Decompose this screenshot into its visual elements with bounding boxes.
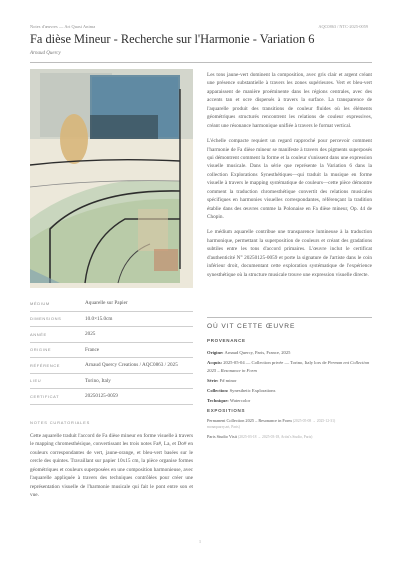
metadata-value: France	[85, 346, 100, 353]
acquired-label: Acquis:	[207, 359, 223, 365]
metadata-row	[30, 374, 193, 390]
notes-label: NOTES CURATORIALES	[30, 420, 91, 425]
metadata-row	[30, 343, 193, 359]
metadata-row	[30, 327, 193, 343]
exhibition-title: Paris Studio Visit	[207, 434, 237, 439]
metadata-value: 20250125-0059	[85, 393, 118, 399]
acquired-value: 2025-05-04 — Collection privée — Torino, Italy lors de	[223, 359, 327, 365]
description-paragraph: L'échelle compacte requiert un regard rapproché pour percevoir comment l'harmonie de Fa dièse mineur se manifeste à travers des pigments superposés qui démontrent comment la forme et la couleur s'unissent dans une expression visuelle musicale. Dans la série que représente la Variation 6 dans la collection Explorations Synesthétiques—qui traduit la musique en forme visuelle à travers le mapping systématique de couleurs—cette pièce démontre comment la traduction chromesthétique convertit des relations musicales spécifiques en harmonies visuelles correspondantes, référençant la tradition établie dans des œuvres comme la Polonaise en Fa dièse mineur, Op. 44 de Chopin.	[207, 138, 372, 220]
origin-label: Origine:	[207, 350, 224, 355]
provenance-acquired	[207, 359, 372, 374]
collection-value: Synesthetic Explorations	[229, 387, 276, 393]
provenance-collection	[207, 387, 372, 395]
exhibitions-block	[207, 408, 372, 440]
header-divider	[30, 62, 372, 63]
breadcrumb: Notes d'œuvres — Art Quasi Anima	[30, 24, 96, 29]
metadata-table	[30, 296, 193, 405]
section-divider	[207, 317, 372, 318]
metadata-key: ANNÉE	[30, 331, 47, 337]
exhibition-item	[207, 434, 372, 440]
metadata-row	[30, 312, 193, 328]
series-value: F# minor	[219, 377, 237, 383]
metadata-key: LIEU	[30, 378, 42, 383]
exhibition-sub: monaquarry.art, Paris)	[207, 425, 240, 429]
metadata-value: Torino, Italy	[85, 377, 111, 384]
page-number: 1	[198, 539, 202, 544]
provenance-series	[207, 377, 372, 385]
metadata-value: 10.0×15.0cm	[85, 315, 113, 322]
metadata-key: RÉFÉRENCE	[30, 362, 61, 368]
exhibition-title: Permanent Collection 2025 – Resonance in Form	[207, 418, 292, 423]
metadata-row	[30, 389, 193, 405]
metadata-row	[30, 296, 193, 312]
document-reference: AQC0863 / NTC-2025-0059	[318, 24, 368, 29]
artist-name: Arnaud Quercy	[30, 51, 61, 56]
notes-text: Cette aquarelle traduit l'accord de Fa dièse mineur en forme visuelle à travers le mapping chromesthésique, convertissant les trois notes Fa#, La, et Do# en couleurs correspondantes de vert, jaune-orange, et bleu-vert basées sur le cercle des quintes. Travaillant sur papier 10x15 cm, la pièce organise formes géométriques et couleurs superposées en une composition harmonieuse, avec l'aquarelle appliquée à travers des techniques contrôlées pour créer une représentation visuelle de l'harmonie musicale qui fait le pont entre son et vue.	[30, 433, 193, 499]
technique-value: Watercolor	[229, 397, 251, 403]
metadata-key: DIMENSIONS	[30, 316, 62, 321]
metadata-row	[30, 358, 193, 374]
provenance-origin	[207, 349, 372, 357]
metadata-value: Arnaud Quercy Creations / AQC0863 / 2025	[85, 362, 178, 368]
metadata-key: MÉDIUM	[30, 300, 50, 306]
metadata-value: 2025	[85, 331, 96, 337]
collection-label: Collection:	[207, 387, 229, 393]
page-title: Fa dièse Mineur - Recherche sur l'Harmonie - Variation 6	[30, 32, 315, 46]
metadata-key: CERTIFICAT	[30, 393, 60, 399]
series-label: Série:	[207, 377, 219, 383]
section-title: OÙ VIT CETTE ŒUVRE	[207, 323, 296, 330]
provenance-label: PROVENANCE	[207, 338, 246, 343]
artwork-image	[30, 69, 193, 288]
metadata-key: ORIGINE	[30, 347, 52, 352]
description-paragraph: Le médium aquarelle contribue une transparence lumineuse à la traduction harmonique, permettant la superposition de couleurs et créant des gradations subtiles entre les tons d'accord primaires. L'œuvre inclut le certificat d'authenticité N° 20250125-0059 et porte la signature de l'artiste dans le coin inférieur droit, documentant cette exploration systématique de l'expérience synesthétique où la structure musicale trouve une expression visuelle directe.	[207, 229, 372, 278]
metadata-value: Aquarelle sur Papier	[85, 300, 128, 306]
exhibition-meta: (2025-03-18 → 2025-03-18, Artist's Studio, Paris)	[238, 435, 313, 439]
description-column	[207, 71, 372, 286]
provenance-technique	[207, 397, 372, 405]
origin-value: Arnaud Quercy, Paris, France, 2025	[224, 350, 291, 355]
exhibition-meta: (2025-05-08 → 2025-12-31)	[292, 419, 336, 423]
provenance-block	[207, 338, 372, 407]
acquired-collection: Perman ent Collection 2025 – Resonance in Form	[207, 359, 370, 373]
description-paragraph: Les tons jaune-vert dominent la composition, avec gris clair et argent créant une présence substantielle à travers les zones supérieures. Vert et bleu-vert apparaissent de manière proéminente dans les régions centrales, avec des accents tan et ocre dispersés à travers la surface. La transparence de l'aquarelle produit des transitions de couleur fluides où les éléments géométriques structurés rencontrent les relations de couleur expressives, créant une résonance harmonique unifiée à travers le format vertical.	[207, 72, 372, 129]
exhibitions-label: EXPOSITIONS	[207, 408, 246, 413]
technique-label: Technique:	[207, 397, 229, 403]
